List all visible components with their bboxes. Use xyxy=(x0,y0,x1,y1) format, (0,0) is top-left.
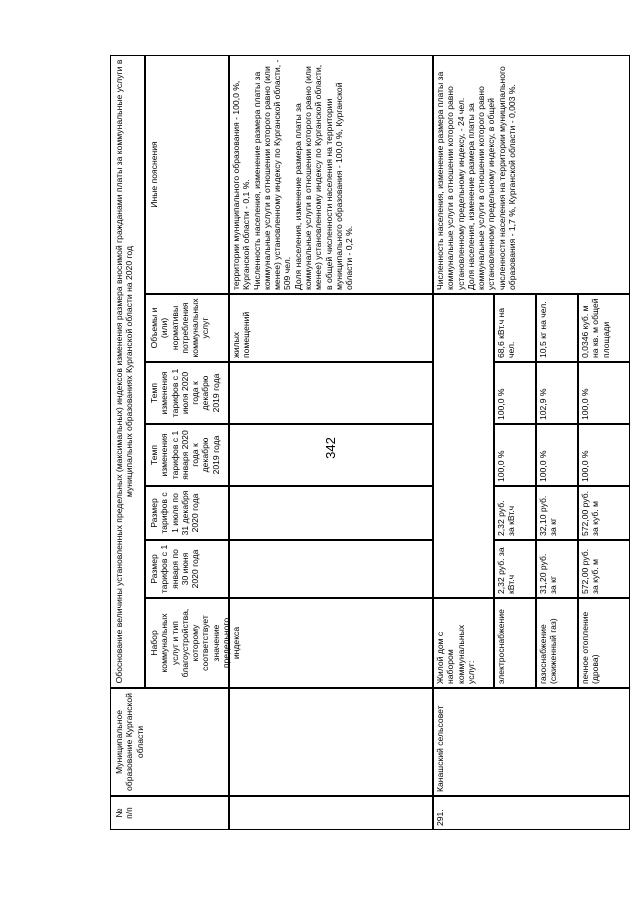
service-volume: 0,0346 куб. м на кв. м общей площади xyxy=(578,294,630,362)
prev-row-set xyxy=(229,598,433,688)
tariff-table xyxy=(110,55,630,830)
service-rate-jul: 100,0 % xyxy=(494,362,536,424)
service-volume: 68,6 кВт.ч на чел. xyxy=(494,294,536,362)
service-name: электроснабжение xyxy=(494,598,536,688)
service-tariff-jan: 572,00 руб. за куб. м xyxy=(578,540,630,598)
row-291-num: 291. xyxy=(433,796,630,830)
row-291-empty xyxy=(433,294,494,598)
prev-row-tariff-jan xyxy=(229,540,433,598)
header-municipality: Муниципальное образование Курганской области xyxy=(110,688,229,796)
header-tariff-jan: Размер тарифов с 1 января по 30 июня 2020 года xyxy=(145,540,229,598)
prev-row-rate-jul xyxy=(229,362,433,424)
service-tariff-jan: 2,32 руб. за кВт.ч xyxy=(494,540,536,598)
service-rate-jul: 102,9 % xyxy=(536,362,578,424)
service-tariff-jan: 31,20 руб. за кг xyxy=(536,540,578,598)
service-tariff-jul: 2,32 руб. за кВт.ч xyxy=(494,486,536,540)
header-volumes: Объемы и (или) нормативы потребления коммунальных услуг xyxy=(145,294,229,362)
header-group-title: Обоснование величины установленных предельных (максимальных) индексов изменения размера вносимой гражданами платы за коммунальные услуги в муниципальных образованиях Курганской области на 2020 год xyxy=(110,55,145,688)
header-tariff-jul: Размер тарифов с 1 июля по 31 декабря 2020 года xyxy=(145,486,229,540)
service-name: газоснабжение (сжиженный газ) xyxy=(536,598,578,688)
header-notes: Иные пояснения xyxy=(145,55,229,294)
header-num: № п/п xyxy=(110,796,229,830)
header-rate-jan: Темп изменения тарифов с 1 января 2020 года к декабрю 2019 года xyxy=(145,424,229,486)
service-rate-jan: 100,0 % xyxy=(578,424,630,486)
service-rate-jan: 100,0 % xyxy=(536,424,578,486)
page-number: 342 xyxy=(322,437,338,459)
prev-row-num xyxy=(229,796,433,830)
prev-row-volumes: жилых помещений xyxy=(229,294,433,362)
service-volume: 10,5 кг на чел. xyxy=(536,294,578,362)
row-291-notes: Численность населения, изменение размера платы за коммунальные услуги в отношении которого равно установленному предельному индексу, - 24 чел. Доля населения, изменение размера платы за коммунальные услуги в отношении которого равно установленному предельному индексу, в общей численности населения на территории муниципального образования - 1,7 %, Курганской области - 0,003 %. xyxy=(433,55,630,294)
prev-row-tariff-jul xyxy=(229,486,433,540)
prev-row-municipality xyxy=(229,688,433,796)
service-rate-jan: 100,0 % xyxy=(494,424,536,486)
header-rate-jul: Темп изменения тарифов с 1 июля 2020 года к декабрю 2019 года xyxy=(145,362,229,424)
service-name: печное отопление (дрова) xyxy=(578,598,630,688)
service-rate-jul: 100,0 % xyxy=(578,362,630,424)
header-service-set: Набор коммунальных услуг и тип благоустройства, которому соответствует значение предельного индекса xyxy=(145,598,229,688)
row-291-service-set: Жилой дом с набором коммунальных услуг: xyxy=(433,598,494,688)
prev-row-notes: территории муниципального образования - 100,0 %, Курганской области - 0,1 %. Численность населения, изменение размера платы за коммунальные услуги в отношении которого равно (или менее) установленному индексу по Курганской области, - 509 чел. Доля населения, изменение размера платы за коммунальные услуги в отношении которого равно (или менее) установленному индексу по Курганской области, в общей численности населения на территории муниципального образования - 100,0 %, Курганской области - 0,2 %. xyxy=(229,55,433,294)
service-tariff-jul: 32,10 руб. за кг xyxy=(536,486,578,540)
row-291-municipality: Канашский сельсовет xyxy=(433,688,630,796)
prev-row-rate-jan xyxy=(229,424,433,486)
service-tariff-jul: 572,00 руб. за куб. м xyxy=(578,486,630,540)
